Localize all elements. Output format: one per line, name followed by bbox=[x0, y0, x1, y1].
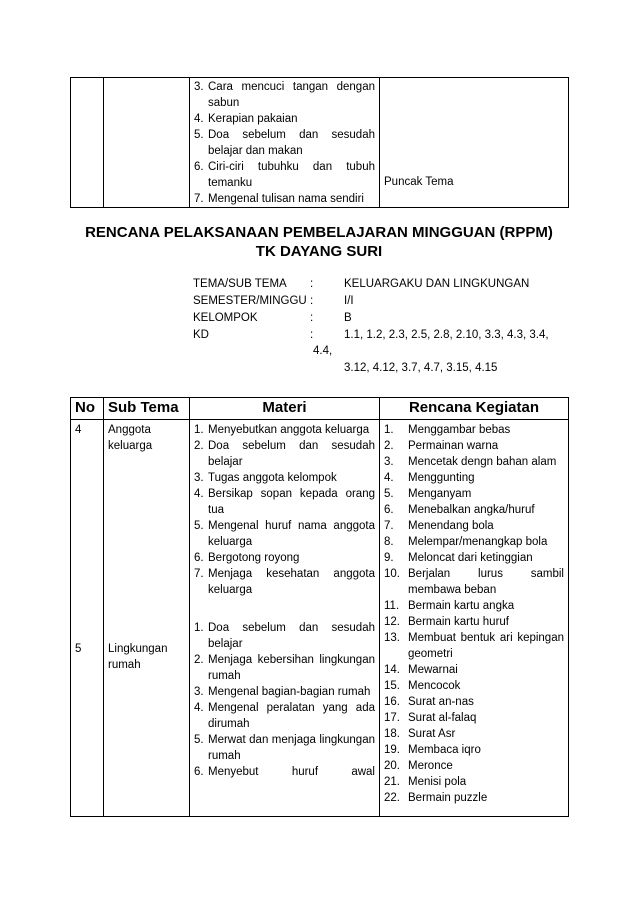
rppm-table bbox=[70, 397, 569, 817]
materi-list bbox=[194, 79, 375, 207]
continuation-table bbox=[70, 77, 569, 208]
colon: : bbox=[310, 295, 314, 307]
list-item: 8. Melempar/menangkap bola bbox=[384, 536, 548, 548]
header-kegiatan: Rencana Kegiatan bbox=[380, 398, 569, 420]
list-item: 22. Bermain puzzle bbox=[384, 792, 488, 804]
list-item: 7. Menjaga kesehatan anggota keluarga bbox=[194, 568, 375, 596]
sub-tema-text: Lingkungan rumah bbox=[108, 643, 168, 671]
sub-tema-cell bbox=[104, 420, 190, 817]
document-title: RENCANA PELAKSANAAN PEMBELAJARAN MINGGUAN (RPPM) bbox=[85, 224, 553, 241]
list-item: 6. Bergotong royong bbox=[194, 552, 300, 564]
semester-value: I/I bbox=[344, 295, 354, 307]
list-item: 19. Membaca iqro bbox=[384, 744, 481, 756]
header-no: No bbox=[71, 398, 104, 420]
kd-value-wrap: 4.4, bbox=[313, 345, 333, 357]
list-item: 1. Menggambar bebas bbox=[384, 424, 511, 436]
list-item: 3. Mencetak dengn bahan alam bbox=[384, 456, 557, 468]
kelompok-label: KELOMPOK bbox=[193, 312, 258, 324]
no-cell bbox=[71, 420, 104, 817]
semester-label: SEMESTER/MINGGU bbox=[193, 295, 307, 307]
list-item: 14. Mewarnai bbox=[384, 664, 458, 676]
list-item: 2. Menjaga kebersihan lingkungan rumah bbox=[194, 654, 375, 682]
header-materi: Materi bbox=[190, 398, 380, 420]
materi-cell bbox=[190, 78, 380, 208]
list-item: 9. Meloncat dari ketinggian bbox=[384, 552, 533, 564]
list-item: 4. Menggunting bbox=[384, 472, 475, 484]
list-item: 2. Doa sebelum dan sesudah belajar bbox=[194, 440, 375, 468]
list-item: 2. Permainan warna bbox=[384, 440, 499, 452]
materi-cell bbox=[190, 420, 380, 817]
kegiatan-cell bbox=[380, 78, 569, 208]
row-number: 4 bbox=[75, 424, 82, 436]
materi-list bbox=[194, 620, 375, 780]
list-item: 3. Tugas anggota kelompok bbox=[194, 472, 337, 484]
kd-value-line1: 1.1, 1.2, 2.3, 2.5, 2.8, 2.10, 3.3, 4.3, 3.4, bbox=[344, 329, 549, 341]
colon: : bbox=[310, 312, 314, 324]
table-row bbox=[71, 420, 569, 817]
materi-list bbox=[194, 422, 375, 598]
list-item: 12. Bermain kartu huruf bbox=[384, 616, 509, 628]
list-item: 1. Doa sebelum dan sesudah belajar bbox=[194, 622, 375, 650]
list-item: 4. Mengenal peralatan yang ada dirumah bbox=[194, 702, 375, 730]
list-item: 13. Membuat bentuk ari kepingan geometri bbox=[384, 632, 564, 660]
list-item: 4. Bersikap sopan kepada orang tua bbox=[194, 488, 375, 516]
list-item: 3. Mengenal bagian-bagian rumah bbox=[194, 686, 371, 698]
list-item: 5. Merwat dan menjaga lingkungan rumah bbox=[194, 734, 375, 762]
kegiatan-cell bbox=[380, 420, 569, 817]
list-item: 21. Menisi pola bbox=[384, 776, 467, 788]
header-row bbox=[71, 398, 569, 420]
list-item: 17. Surat al-falaq bbox=[384, 712, 477, 724]
list-item: 16. Surat an-nas bbox=[384, 696, 474, 708]
colon: : bbox=[310, 329, 314, 341]
colon: : bbox=[310, 278, 314, 290]
no-cell bbox=[71, 78, 104, 208]
info-block bbox=[193, 276, 573, 376]
list-item: 7. Mengenal tulisan nama sendiri bbox=[194, 193, 364, 205]
list-item: 3. Cara mencuci tangan dengan sabun bbox=[194, 81, 375, 109]
table-row bbox=[71, 78, 569, 208]
list-item: 6. Menebalkan angka/huruf bbox=[384, 504, 535, 516]
tema-value: KELUARGAKU DAN LINGKUNGAN bbox=[344, 278, 530, 290]
list-item: 11. Bermain kartu angka bbox=[384, 600, 515, 612]
tema-label: TEMA/SUB TEMA bbox=[193, 278, 287, 290]
list-item: 7. Menendang bola bbox=[384, 520, 494, 532]
list-item: 20. Meronce bbox=[384, 760, 453, 772]
list-item: 5. Menganyam bbox=[384, 488, 472, 500]
list-item: 10. Berjalan lurus sambil membawa beban bbox=[384, 568, 564, 596]
list-item: 4. Kerapian pakaian bbox=[194, 113, 298, 125]
kd-value-line2: 3.12, 4.12, 3.7, 4.7, 3.15, 4.15 bbox=[344, 362, 498, 374]
list-item: 18. Surat Asr bbox=[384, 728, 456, 740]
row-number: 5 bbox=[75, 643, 82, 655]
list-item: 15. Mencocok bbox=[384, 680, 461, 692]
sub-tema-text: Anggota keluarga bbox=[108, 424, 153, 452]
list-item: 1. Menyebutkan anggota keluarga bbox=[194, 424, 370, 436]
sub-tema-cell bbox=[104, 78, 190, 208]
kelompok-value: B bbox=[344, 312, 352, 324]
list-item: 5. Mengenal huruf nama anggota keluarga bbox=[194, 520, 375, 548]
list-item: 5. Doa sebelum dan sesudah belajar dan makan bbox=[194, 129, 375, 157]
list-item: 6. Menyebut huruf awal bbox=[194, 766, 375, 778]
list-item: 6. Ciri-ciri tubuhku dan tubuh temanku bbox=[194, 161, 375, 189]
header-sub-tema: Sub Tema bbox=[104, 398, 190, 420]
school-name: TK DAYANG SURI bbox=[255, 243, 383, 260]
kd-label: KD bbox=[193, 329, 209, 341]
kegiatan-list bbox=[384, 422, 564, 806]
puncak-tema-text: Puncak Tema bbox=[384, 176, 454, 188]
